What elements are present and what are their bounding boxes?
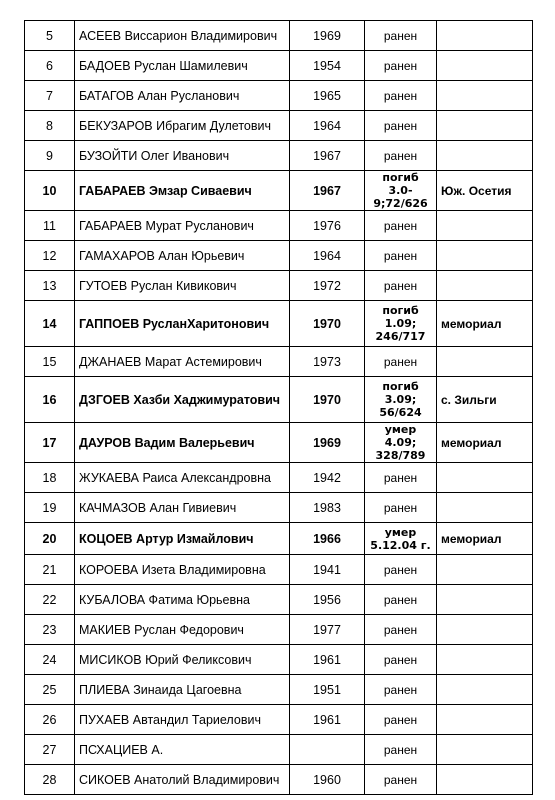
note-cell [437, 111, 533, 141]
row-number-cell: 27 [25, 735, 75, 765]
status-line: ранен [383, 500, 418, 515]
table-row [25, 765, 533, 795]
status-line: ранен [383, 470, 418, 485]
person-name-cell: БАТАГОВ Алан Русланович [75, 81, 290, 111]
status-line: ранен [383, 148, 418, 163]
table-row [25, 21, 533, 51]
note-cell [437, 21, 533, 51]
row-number-cell: 7 [25, 81, 75, 111]
status-cell [365, 171, 437, 211]
birth-year-cell: 1967 [290, 141, 365, 171]
birth-year-cell: 1954 [290, 51, 365, 81]
birth-year-cell: 1960 [290, 765, 365, 795]
birth-year-cell: 1972 [290, 271, 365, 301]
status-line: ранен [383, 742, 418, 757]
status-cell [365, 423, 437, 463]
status-cell [365, 493, 437, 523]
row-number-cell: 10 [25, 171, 75, 211]
status-line: ранен [383, 248, 418, 263]
table-row [25, 423, 533, 463]
status-line: ранен [383, 58, 418, 73]
status-line: 56/624 [379, 406, 422, 419]
table-row [25, 463, 533, 493]
row-number-cell: 5 [25, 21, 75, 51]
status-line: погиб [382, 380, 419, 393]
person-name-cell: БЕКУЗАРОВ Ибрагим Дулетович [75, 111, 290, 141]
table-row [25, 301, 533, 347]
person-name-cell: БАДОЕВ Руслан Шамилевич [75, 51, 290, 81]
table-row [25, 555, 533, 585]
person-name-cell: ГАБАРАЕВ Мурат Русланович [75, 211, 290, 241]
note-cell [437, 615, 533, 645]
status-cell [365, 585, 437, 615]
person-name-cell: ДЖАНАЕВ Марат Астемирович [75, 347, 290, 377]
person-name-cell: ГАППОЕВ РусланХаритонович [75, 301, 290, 347]
status-line: ранен [383, 622, 418, 637]
status-line: ранен [383, 88, 418, 103]
table-row [25, 111, 533, 141]
row-number-cell: 12 [25, 241, 75, 271]
birth-year-cell: 1969 [290, 21, 365, 51]
table-row [25, 735, 533, 765]
note-cell [437, 81, 533, 111]
note-cell [437, 241, 533, 271]
status-cell [365, 615, 437, 645]
birth-year-cell: 1961 [290, 705, 365, 735]
table-row [25, 81, 533, 111]
table-row [25, 493, 533, 523]
note-cell: мемориал [437, 301, 533, 347]
table-row [25, 171, 533, 211]
note-cell [437, 463, 533, 493]
status-line: погиб [382, 304, 419, 317]
row-number-cell: 23 [25, 615, 75, 645]
status-cell [365, 377, 437, 423]
note-cell [437, 493, 533, 523]
person-name-cell: ДЗГОЕВ Хазби Хаджимуратович [75, 377, 290, 423]
note-cell [437, 735, 533, 765]
status-cell [365, 241, 437, 271]
row-number-cell: 13 [25, 271, 75, 301]
status-line: ранен [383, 278, 418, 293]
row-number-cell: 28 [25, 765, 75, 795]
birth-year-cell: 1965 [290, 81, 365, 111]
row-number-cell: 21 [25, 555, 75, 585]
birth-year-cell: 1970 [290, 301, 365, 347]
person-name-cell: АСЕЕВ Виссарион Владимирович [75, 21, 290, 51]
status-line: погиб 3.0- [382, 171, 419, 197]
note-cell [437, 347, 533, 377]
person-name-cell: ПУХАЕВ Автандил Тариелович [75, 705, 290, 735]
status-line: 3.09; [384, 393, 417, 406]
birth-year-cell: 1941 [290, 555, 365, 585]
row-number-cell: 11 [25, 211, 75, 241]
status-line: ранен [383, 118, 418, 133]
birth-year-cell: 1976 [290, 211, 365, 241]
person-name-cell: КОЦОЕВ Артур Измайлович [75, 523, 290, 555]
status-cell [365, 51, 437, 81]
row-number-cell: 6 [25, 51, 75, 81]
person-name-cell: КОРОЕВА Изета Владимировна [75, 555, 290, 585]
person-name-cell: БУЗОЙТИ Олег Иванович [75, 141, 290, 171]
table-row [25, 615, 533, 645]
birth-year-cell: 1942 [290, 463, 365, 493]
person-name-cell: КАЧМАЗОВ Алан Гивиевич [75, 493, 290, 523]
table-row [25, 211, 533, 241]
status-cell [365, 111, 437, 141]
status-cell [365, 705, 437, 735]
birth-year-cell: 1956 [290, 585, 365, 615]
note-cell [437, 271, 533, 301]
row-number-cell: 8 [25, 111, 75, 141]
row-number-cell: 17 [25, 423, 75, 463]
note-cell [437, 51, 533, 81]
status-line: 246/717 [375, 330, 426, 343]
table-row [25, 705, 533, 735]
status-cell [365, 21, 437, 51]
birth-year-cell: 1961 [290, 645, 365, 675]
row-number-cell: 16 [25, 377, 75, 423]
person-name-cell: ГУТОЕВ Руслан Кивикович [75, 271, 290, 301]
person-name-cell: ДАУРОВ Вадим Валерьевич [75, 423, 290, 463]
status-cell [365, 765, 437, 795]
status-line: ранен [383, 682, 418, 697]
birth-year-cell: 1970 [290, 377, 365, 423]
row-number-cell: 19 [25, 493, 75, 523]
table-row [25, 51, 533, 81]
person-name-cell: МИСИКОВ Юрий Феликсович [75, 645, 290, 675]
status-line: ранен [383, 772, 418, 787]
status-line: 328/789 [375, 449, 426, 462]
status-cell [365, 645, 437, 675]
birth-year-cell: 1964 [290, 111, 365, 141]
note-cell [437, 555, 533, 585]
table-row [25, 585, 533, 615]
row-number-cell: 15 [25, 347, 75, 377]
status-cell [365, 81, 437, 111]
status-cell [365, 211, 437, 241]
person-name-cell: КУБАЛОВА Фатима Юрьевна [75, 585, 290, 615]
note-cell [437, 645, 533, 675]
birth-year-cell: 1977 [290, 615, 365, 645]
person-name-cell: МАКИЕВ Руслан Федорович [75, 615, 290, 645]
row-number-cell: 18 [25, 463, 75, 493]
status-line: ранен [383, 562, 418, 577]
person-name-cell: ГАМАХАРОВ Алан Юрьевич [75, 241, 290, 271]
status-cell [365, 347, 437, 377]
status-line: умер [384, 525, 417, 539]
note-cell: Юж. Осетия [437, 171, 533, 211]
note-cell [437, 141, 533, 171]
person-name-cell: ПСХАЦИЕВ А. [75, 735, 290, 765]
birth-year-cell: 1951 [290, 675, 365, 705]
status-cell [365, 301, 437, 347]
status-cell [365, 523, 437, 555]
row-number-cell: 24 [25, 645, 75, 675]
note-cell [437, 675, 533, 705]
table-row [25, 241, 533, 271]
status-line: ранен [383, 354, 418, 369]
person-name-cell: ЖУКАЕВА Раиса Александровна [75, 463, 290, 493]
birth-year-cell: 1966 [290, 523, 365, 555]
note-cell: мемориал [437, 523, 533, 555]
status-line: 9;72/626 [373, 197, 428, 210]
victims-table-body [25, 21, 533, 795]
table-row [25, 347, 533, 377]
row-number-cell: 25 [25, 675, 75, 705]
status-cell [365, 555, 437, 585]
status-line: ранен [383, 28, 418, 43]
row-number-cell: 14 [25, 301, 75, 347]
status-line: ранен [383, 592, 418, 607]
row-number-cell: 20 [25, 523, 75, 555]
status-cell [365, 141, 437, 171]
status-line: ранен [383, 652, 418, 667]
table-row [25, 523, 533, 555]
birth-year-cell: 1973 [290, 347, 365, 377]
victims-table [24, 20, 533, 795]
status-line: 5.12.04 г. [370, 538, 431, 552]
status-line: ранен [383, 218, 418, 233]
note-cell [437, 765, 533, 795]
status-cell [365, 675, 437, 705]
person-name-cell: ГАБАРАЕВ Эмзар Сиваевич [75, 171, 290, 211]
row-number-cell: 22 [25, 585, 75, 615]
table-row [25, 675, 533, 705]
table-row [25, 271, 533, 301]
status-cell [365, 463, 437, 493]
birth-year-cell: 1967 [290, 171, 365, 211]
status-cell [365, 271, 437, 301]
table-row [25, 141, 533, 171]
birth-year-cell: 1969 [290, 423, 365, 463]
person-name-cell: СИКОЕВ Анатолий Владимирович [75, 765, 290, 795]
note-cell [437, 585, 533, 615]
table-row [25, 645, 533, 675]
birth-year-cell: 1964 [290, 241, 365, 271]
note-cell: с. Зильги [437, 377, 533, 423]
status-cell [365, 735, 437, 765]
status-line: 1.09; [384, 317, 417, 330]
birth-year-cell: 1983 [290, 493, 365, 523]
person-name-cell: ПЛИЕВА Зинаида Цагоевна [75, 675, 290, 705]
birth-year-cell [290, 735, 365, 765]
status-line: ранен [383, 712, 418, 727]
note-cell: мемориал [437, 423, 533, 463]
note-cell [437, 211, 533, 241]
status-line: умер 4.09; [384, 423, 417, 449]
note-cell [437, 705, 533, 735]
row-number-cell: 9 [25, 141, 75, 171]
row-number-cell: 26 [25, 705, 75, 735]
table-row [25, 377, 533, 423]
